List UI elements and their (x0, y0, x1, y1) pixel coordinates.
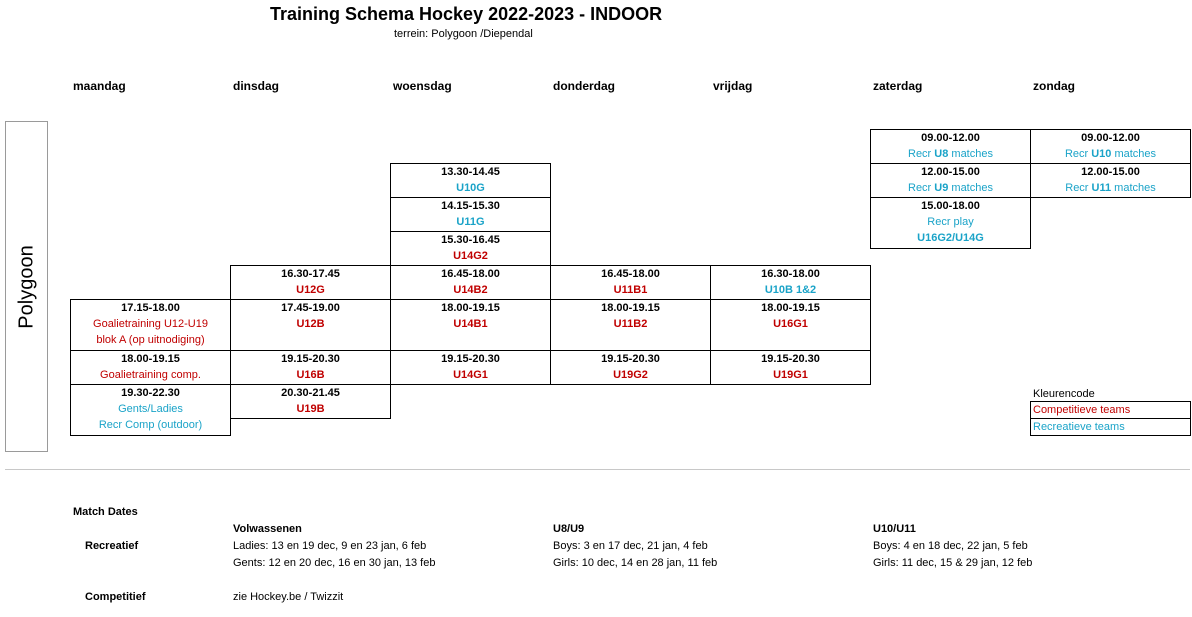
slot-time: 18.00-19.15 (441, 302, 500, 314)
slot-time: 14.15-15.30 (441, 200, 500, 212)
slot-team: U10G (456, 182, 485, 194)
slot-time: 15.30-16.45 (441, 234, 500, 246)
slot-time: 18.00-19.15 (761, 302, 820, 314)
slot-team: U14B2 (453, 284, 488, 296)
slot-team: Recr U9 matches (908, 182, 993, 194)
slot-time: 09.00-12.00 (1081, 132, 1140, 144)
slot-time: 09.00-12.00 (921, 132, 980, 144)
slot-time: 13.30-14.45 (441, 166, 500, 178)
slot-wed-5 (390, 299, 551, 351)
slot-tue-2 (230, 299, 391, 351)
slot-team: U11G (456, 216, 485, 228)
slot-time: 16.45-18.00 (441, 268, 500, 280)
slot-time: 19.15-20.30 (601, 353, 660, 365)
slot-team: Recr play (927, 216, 974, 228)
match-dates-u8u9-boys: Boys: 3 en 17 dec, 21 jan, 4 feb (553, 540, 708, 552)
slot-team: U11B2 (613, 318, 648, 330)
slot-team: blok A (op uitnodiging) (96, 334, 205, 346)
slot-time: 19.30-22.30 (121, 387, 180, 399)
slot-time: 12.00-15.00 (1081, 166, 1140, 178)
day-header-sat: zaterdag (873, 79, 923, 93)
slot-tue-3 (230, 350, 391, 385)
page-subtitle: terrein: Polygoon /Diependal (394, 28, 533, 40)
slot-time: 15.00-18.00 (921, 200, 980, 212)
slot-team: U14B1 (453, 318, 488, 330)
slot-thu-3 (550, 350, 711, 385)
venue-box (5, 121, 48, 452)
slot-wed-1 (390, 163, 551, 198)
slot-sun-2 (1030, 163, 1191, 198)
slot-team: Recr U8 matches (908, 148, 993, 160)
slot-fri-1 (710, 265, 871, 300)
slot-time: 19.15-20.30 (441, 353, 500, 365)
slot-time: 19.15-20.30 (281, 353, 340, 365)
match-dates-col-u8u9: U8/U9 (553, 523, 585, 535)
slot-team: U19G1 (773, 369, 808, 381)
section-divider (5, 469, 1190, 470)
page-title: Training Schema Hockey 2022-2023 - INDOOR (270, 4, 663, 24)
slot-time: 16.30-17.45 (281, 268, 340, 280)
slot-tue-1 (230, 265, 391, 300)
match-dates-competitief-text: zie Hockey.be / Twizzit (233, 591, 344, 603)
slot-time: 16.45-18.00 (601, 268, 660, 280)
slot-time: 18.00-19.15 (601, 302, 660, 314)
slot-wed-3 (390, 231, 551, 266)
slot-team: Recr Comp (outdoor) (98, 419, 203, 431)
match-dates-volw-ladies: Ladies: 13 en 19 dec, 9 en 23 jan, 6 feb (233, 540, 427, 552)
day-header-mon: maandag (73, 79, 126, 93)
slot-team: U12G (296, 284, 325, 296)
legend-title: Kleurencode (1033, 388, 1095, 400)
match-dates-heading: Match Dates (73, 506, 138, 518)
day-header-wed: woensdag (393, 79, 452, 93)
slot-team: U10B 1&2 (764, 284, 817, 296)
slot-time: 17.15-18.00 (121, 302, 180, 314)
slot-team: U16B (296, 369, 325, 381)
slot-team: U12B (296, 318, 325, 330)
slot-team: Recr U10 matches (1064, 148, 1157, 160)
slot-time: 16.30-18.00 (761, 268, 820, 280)
venue-label: Polygoon (15, 244, 37, 329)
slot-sat-1 (870, 129, 1031, 164)
legend-recreational: Recreatieve teams (1030, 418, 1191, 436)
slot-team: Goalietraining comp. (100, 369, 201, 381)
slot-team: U16G2/U14G (917, 232, 984, 244)
day-header-sun: zondag (1033, 79, 1075, 93)
slot-team: U14G2 (453, 250, 488, 262)
slot-thu-1 (550, 265, 711, 300)
slot-team: U19B (296, 403, 325, 415)
slot-thu-2 (550, 299, 711, 351)
slot-tue-4 (230, 384, 391, 419)
slot-team: Recr U11 matches (1065, 182, 1156, 194)
slot-mon-3 (70, 384, 231, 436)
slot-wed-6 (390, 350, 551, 385)
slot-time: 19.15-20.30 (761, 353, 820, 365)
slot-mon-2 (70, 350, 231, 385)
slot-team: U14G1 (453, 369, 488, 381)
slot-team: Gents/Ladies (118, 403, 183, 415)
slot-team: U19G2 (613, 369, 648, 381)
slot-sat-3 (870, 197, 1031, 249)
slot-team: U16G1 (773, 318, 808, 330)
day-header-thu: donderdag (553, 79, 615, 93)
slot-wed-2 (390, 197, 551, 232)
day-header-tue: dinsdag (233, 79, 280, 93)
match-dates-recreatief-label: Recreatief (85, 540, 139, 552)
match-dates-col-u10u11: U10/U11 (873, 523, 916, 535)
slot-fri-2 (710, 299, 871, 351)
slot-sat-2 (870, 163, 1031, 198)
match-dates-u8u9-girls: Girls: 10 dec, 14 en 28 jan, 11 feb (553, 557, 718, 569)
slot-team: Goalietraining U12-U19 (93, 318, 208, 330)
day-header-fri: vrijdag (713, 79, 753, 93)
slot-sun-1 (1030, 129, 1191, 164)
slot-time: 12.00-15.00 (921, 166, 980, 178)
match-dates-u10u11-girls: Girls: 11 dec, 15 & 29 jan, 12 feb (873, 557, 1033, 569)
slot-wed-4 (390, 265, 551, 300)
match-dates-u10u11-boys: Boys: 4 en 18 dec, 22 jan, 5 feb (873, 540, 1028, 552)
slot-time: 17.45-19.00 (281, 302, 340, 314)
slot-mon-1 (70, 299, 231, 351)
slot-time: 18.00-19.15 (121, 353, 180, 365)
slot-team: U11B1 (613, 284, 648, 296)
match-dates-volw-gents: Gents: 12 en 20 dec, 16 en 30 jan, 13 feb (233, 557, 436, 569)
slot-time: 20.30-21.45 (281, 387, 340, 399)
match-dates-col-volwassenen: Volwassenen (233, 523, 302, 535)
match-dates-competitief-label: Competitief (85, 591, 146, 603)
legend-competitive: Competitieve teams (1030, 401, 1191, 419)
slot-fri-3 (710, 350, 871, 385)
